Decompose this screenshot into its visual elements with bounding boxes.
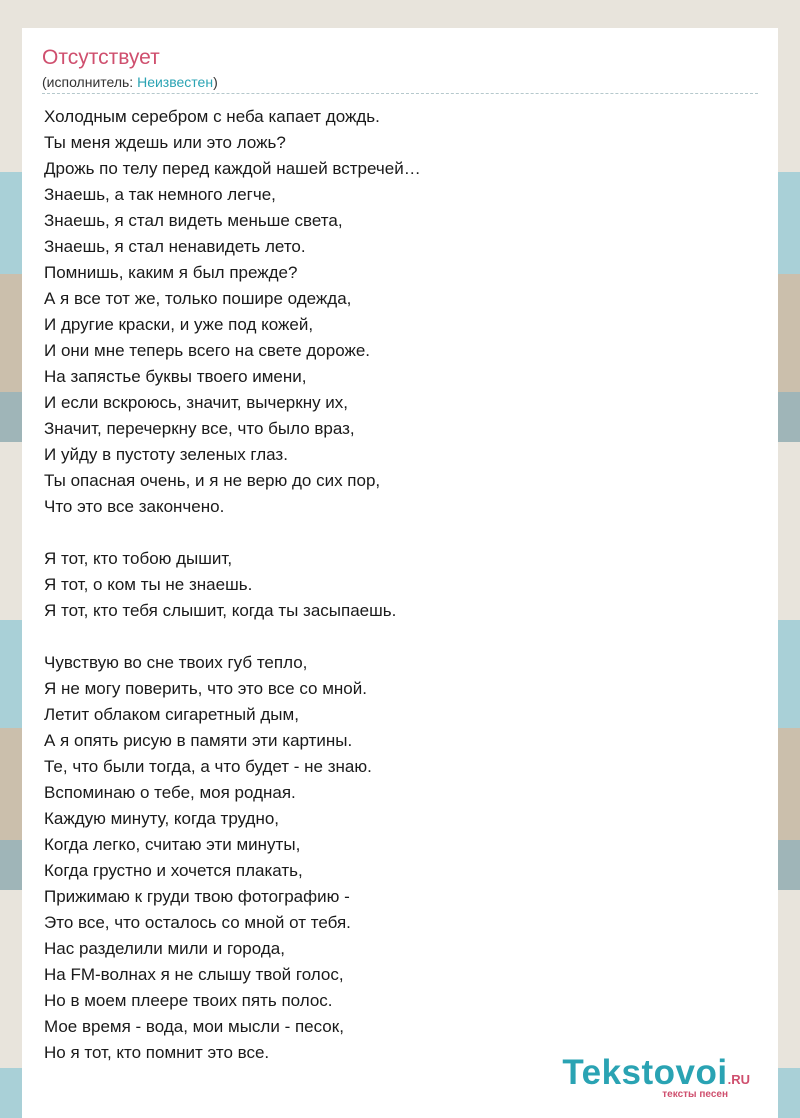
lyric-line: Когда легко, считаю эти минуты, [44, 835, 301, 854]
artist-prefix: (исполнитель: [42, 74, 138, 90]
stanza-gap [44, 624, 421, 650]
lyric-line: А я опять рисую в памяти эти картины. [44, 731, 353, 750]
lyric-line: Нас разделили мили и города, [44, 939, 285, 958]
lyric-line: Те, что были тогда, а что будет - не знаю. [44, 757, 372, 776]
lyric-line: Знаешь, я стал ненавидеть лето. [44, 237, 306, 256]
lyrics-card [22, 28, 778, 1118]
lyric-line: А я все тот же, только пошире одежда, [44, 289, 352, 308]
header-divider [42, 93, 758, 94]
lyric-line: Вспоминаю о тебе, моя родная. [44, 783, 296, 802]
lyric-line: И они мне теперь всего на свете дороже. [44, 341, 371, 360]
logo-tagline: тексты песен [662, 1089, 728, 1100]
lyric-line: И если вскроюсь, значит, вычеркну их, [44, 393, 349, 412]
lyric-line: Ты опасная очень, и я не верю до сих пор, [44, 471, 381, 490]
lyric-line: Значит, перечеркну все, что было враз, [44, 419, 355, 438]
lyric-line: И другие краски, и уже под кожей, [44, 315, 314, 334]
artist-suffix: ) [213, 74, 218, 90]
lyric-line: Летит облаком сигаретный дым, [44, 705, 299, 724]
lyric-line: Холодным серебром с неба капает дождь. [44, 107, 380, 126]
song-title: Отсутствует [42, 46, 160, 69]
lyric-line: Я тот, о ком ты не знаешь. [44, 575, 253, 594]
lyric-line: Знаешь, а так немного легче, [44, 185, 276, 204]
lyric-line: Знаешь, я стал видеть меньше света, [44, 211, 343, 230]
lyrics-text [44, 104, 421, 1066]
site-logo[interactable] [562, 1053, 750, 1100]
lyric-line: Помнишь, каким я был прежде? [44, 263, 298, 282]
lyric-line: Это все, что осталось со мной от тебя. [44, 913, 351, 932]
lyric-line: Мое время - вода, мои мысли - песок, [44, 1017, 344, 1036]
lyric-line: На FM-волнах я не слышу твой голос, [44, 965, 344, 984]
lyric-line: Я не могу поверить, что это все со мной. [44, 679, 367, 698]
stanza-gap [44, 520, 421, 546]
lyric-line: Что это все закончено. [44, 497, 225, 516]
lyric-line: Но я тот, кто помнит это все. [44, 1043, 270, 1062]
lyric-line: Я тот, кто тобою дышит, [44, 549, 233, 568]
lyric-line: Каждую минуту, когда трудно, [44, 809, 280, 828]
lyric-line: Когда грустно и хочется плакать, [44, 861, 303, 880]
lyric-line: Прижимаю к груди твою фотографию - [44, 887, 350, 906]
lyric-line: И уйду в пустоту зеленых глаз. [44, 445, 288, 464]
artist-line [42, 74, 218, 90]
lyric-line: Чувствую во сне твоих губ тепло, [44, 653, 308, 672]
logo-tld: .RU [727, 1072, 750, 1087]
logo-name: Tekstovoi [562, 1053, 728, 1092]
lyric-line: Но в моем плеере твоих пять полос. [44, 991, 333, 1010]
artist-link[interactable]: Неизвестен [137, 74, 214, 90]
lyric-line: Я тот, кто тебя слышит, когда ты засыпаешь. [44, 601, 397, 620]
lyric-line: Дрожь по телу перед каждой нашей встречей… [44, 159, 421, 178]
lyric-line: Ты меня ждешь или это ложь? [44, 133, 286, 152]
lyric-line: На запястье буквы твоего имени, [44, 367, 307, 386]
